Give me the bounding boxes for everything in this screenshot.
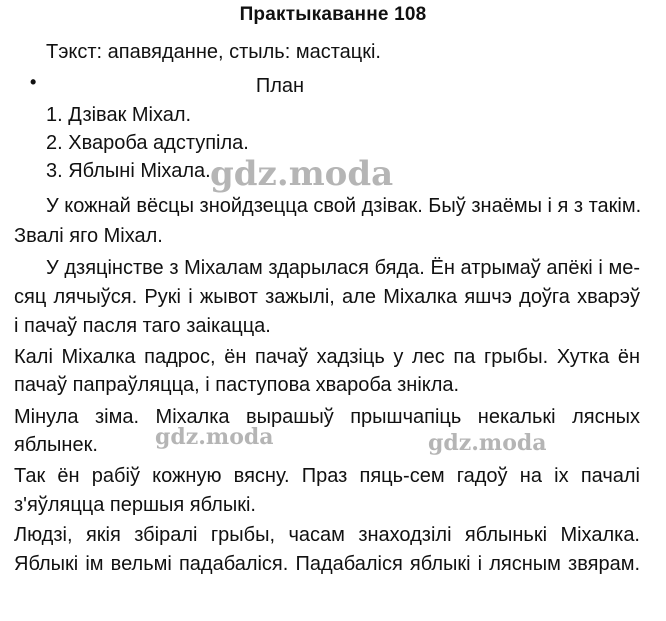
plan-item: 2. Хвароба адступіла. (46, 132, 249, 154)
watermark-logo: gdz.moda (210, 154, 394, 194)
paragraph-line: і пачаў пасля таго заікацца. (14, 315, 271, 337)
paragraph-line: пачаў папраўляцца, і паступова хвароба знікла. (14, 374, 460, 396)
bullet-marker: • (30, 72, 37, 92)
paragraph-line: Звалі яго Міхал. (14, 225, 163, 247)
paragraph-line: У кожнай вёсцы знойдзецца свой дзівак. Быў знаёмы і я з такім. (46, 195, 642, 217)
paragraph-line: Яблыкі ім вельмі падабаліся. Падабаліся яблыкі і лясным звярам. (14, 553, 640, 575)
paragraph-line: У дзяцінстве з Міхалам здарылася бяда. Ён атрымаў апёкі і ме- (46, 257, 640, 279)
paragraph-line: Мінула зіма. Міхалка вырашыў прышчапіць некалькі лясных (14, 406, 640, 428)
paragraph-line: сяц лячыўся. Рукі і жывот зажылі, але Міхалка яшчэ доўга хварэў (14, 286, 640, 308)
paragraph-line: Так ён рабіў кожную вясну. Праз пяць-сем гадоў на іх пачалі (14, 465, 640, 487)
plan-heading: План (255, 75, 305, 97)
text-type-line: Тэкст: апавяданне, стыль: мастацкі. (46, 41, 381, 63)
plan-item: 1. Дзівак Міхал. (46, 104, 192, 126)
paragraph-line: Людзі, якія збіралі грыбы, часам знаходзілі яблынькі Міхалка. (14, 524, 640, 546)
exercise-title: Практыкаванне 108 (239, 4, 427, 25)
paragraph-line: яблынек. (14, 434, 98, 456)
paragraph-line: з'яўляцца першыя яблыкі. (14, 494, 256, 516)
watermark-logo: gdz.moda (428, 430, 547, 456)
paragraph-line: Калі Міхалка падрос, ён пачаў хадзіць у лес па грыбы. Хутка ён (14, 346, 640, 368)
plan-item: 3. Яблыні Міхала. (46, 160, 211, 182)
watermark-logo: gdz.moda (155, 424, 274, 450)
